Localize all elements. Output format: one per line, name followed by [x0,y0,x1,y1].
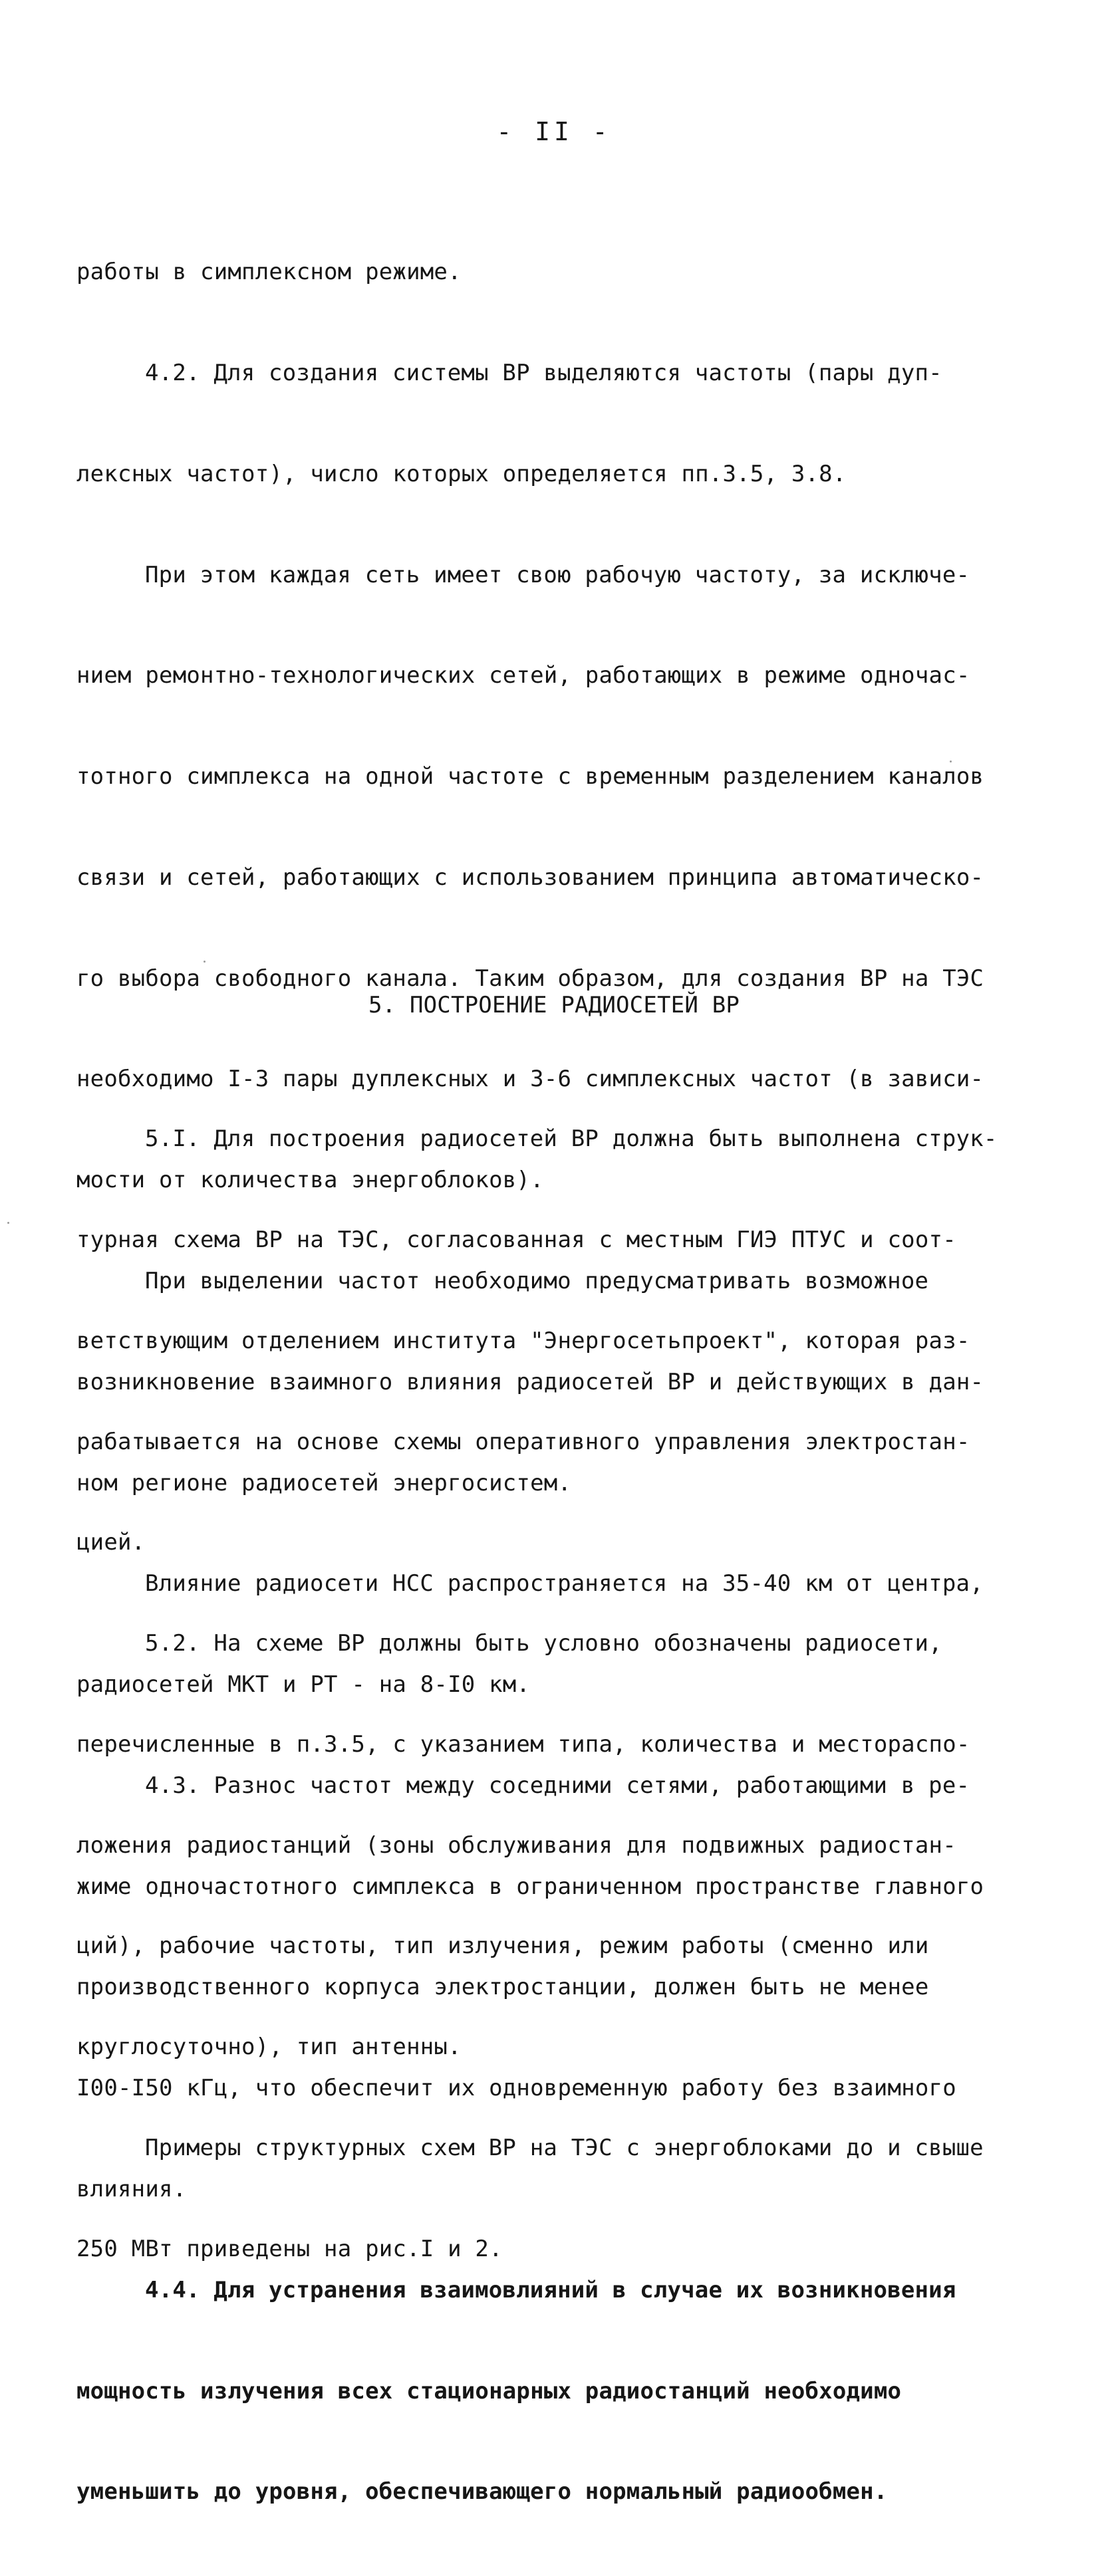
text-line: необходимо I-3 пары дуплексных и 3-6 симплексных частот (в зависи- [76,1066,984,1093]
text-line: 250 МВт приведены на рис.I и 2. [76,2235,503,2262]
paragraph-5-1: 5.I. Для построения радиосетей ВР должна быть выполнена струк- [145,1125,998,1153]
paragraph-start: Примеры структурных схем ВР на ТЭС с энергоблоками до и свыше [145,2135,984,2161]
text-line: производственного корпуса электростанции, должен быть не менее [76,1974,929,2001]
text-line: тотного симплекса на одной частоте с временным разделением каналов [76,763,984,790]
paragraph-4-3: 4.3. Разнос частот между соседними сетями, работающими в ре- [145,1772,970,1799]
text-line: турная схема ВР на ТЭС, согласованная с местным ГИЭ ПТУС и соот- [76,1226,956,1253]
text-line: перечисленные в п.3.5, с указанием типа, количества и местораспо- [76,1730,970,1758]
paragraph-start: При выделении частот необходимо предусматривать возможное [145,1268,929,1294]
text-line: мости от количества энергоблоков). [76,1167,544,1194]
page-number: - II - [496,117,612,146]
paragraph-4-4: 4.4. Для устранения взаимовлияний в случае их возникновения [145,2276,956,2303]
scan-speck [7,1222,9,1224]
paragraph-start: Влияние радиосети НСС распространяется на 35-40 км от центра, [145,1570,984,1597]
text-line: уменьшить до уровня, обеспечивающего нормальный радиообмен. [76,2478,888,2506]
text-line: мощность излучения всех стационарных радиостанций необходимо [76,2377,902,2404]
text-line: круглосуточно), тип антенны. [76,2034,462,2061]
text-line: I00-I50 кГц, что обеспечит их одновременную работу без взаимного [76,2075,956,2102]
text-line: ветствующим отделением института "Энергосетьпроект", которая раз- [76,1327,970,1354]
text-line: ном регионе радиосетей энергосистем. [76,1469,572,1496]
text-line: работы в симплексном режиме. [76,259,462,286]
text-line: рабатывается на основе схемы оперативного управления электростан- [76,1428,970,1455]
text-line: лексных частот), число которых определяется пп.3.5, 3.8. [76,460,847,487]
section-heading: 5. ПОСТРОЕНИЕ РАДИОСЕТЕЙ ВР [368,992,740,1018]
paragraph-5-2: 5.2. На схеме ВР должны быть условно обозначены радиосети, [145,1630,942,1657]
text-line: влияния. [76,2176,187,2203]
text-line: ложения радиостанций (зоны обслуживания для подвижных радиостан- [76,1831,956,1859]
text-line: го выбора свободного канала. Таким образом, для создания ВР на ТЭС [76,965,984,992]
text-line: нием ремонтно-технологических сетей, работающих в режиме одночас- [76,662,970,689]
text-line: жиме одночастотного симплекса в ограниченном пространстве главного [76,1873,984,1900]
scan-speck [950,761,952,762]
scan-speck [204,961,206,963]
text-line: возникновение взаимного влияния радиосетей ВР и действующих в дан- [76,1368,984,1395]
text-block-section-5 [76,1055,998,2333]
text-line: цией. [76,1529,146,1556]
text-line: связи и сетей, работающих с использованием принципа автоматическо- [76,864,984,891]
text-line: радиосетей МКТ и РТ - на 8-I0 км. [76,1671,531,1698]
paragraph-start: При этом каждая сеть имеет свою рабочую частоту, за исключе- [145,561,970,588]
paragraph-4-2: 4.2. Для создания системы ВР выделяются частоты (пары дуп- [145,359,942,386]
text-line: ций), рабочие частоты, тип излучения, режим работы (сменно или [76,1932,929,1960]
